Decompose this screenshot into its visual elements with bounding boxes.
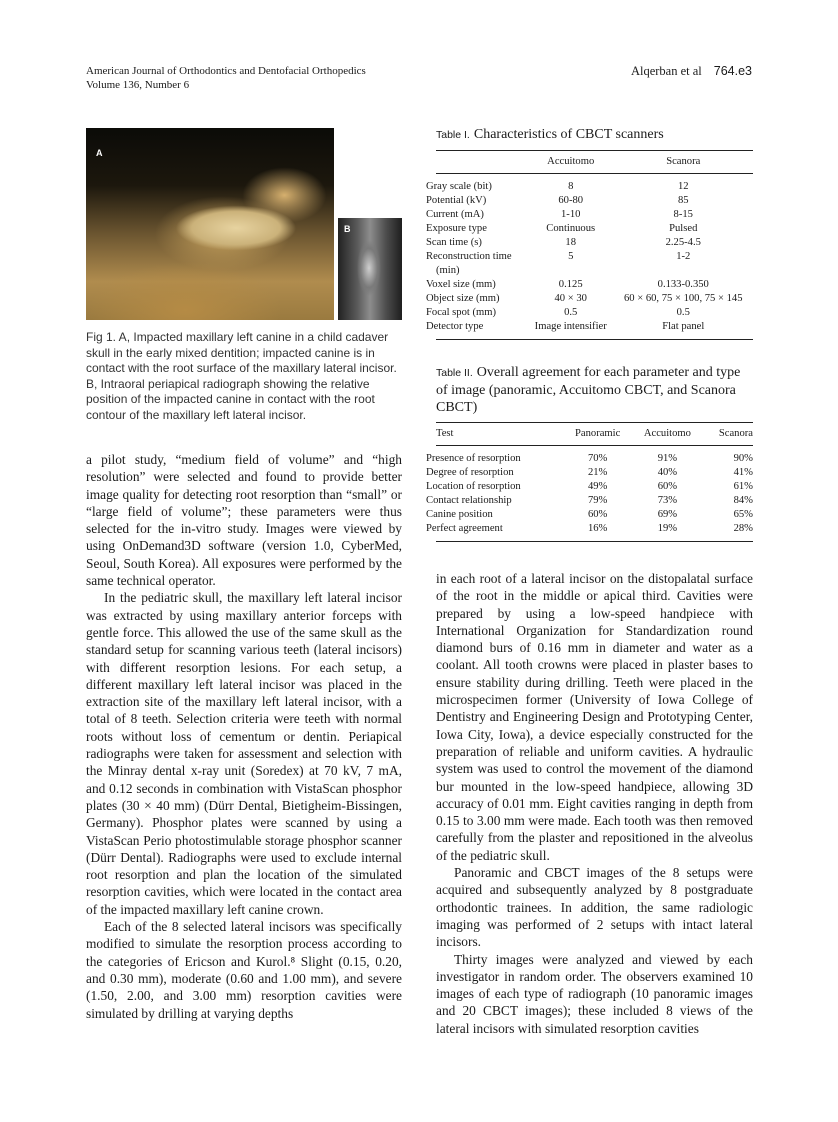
running-header-journal [86,64,366,92]
column-header: Panoramic [563,423,633,446]
table-header-row [436,151,753,174]
table-cell: 84% [733,495,753,506]
figure-1 [86,128,402,320]
table-cell: 60-80 [558,195,584,206]
table-1-caption [436,126,753,144]
table-cell: 60 × 60, 75 × 100, 75 × 145 [623,293,743,304]
table-cell: Degree of resorption [426,467,514,478]
page-number: 764.e3 [713,64,752,78]
body-column-right [436,570,753,1037]
table-row [436,466,753,480]
table-cell: 41% [733,467,753,478]
table-cell: Continuous [546,223,596,234]
column-header: Scanora [614,151,754,174]
table-cell: Potential (kV) [426,195,487,206]
table-row [436,522,753,542]
table-row [436,508,753,522]
table-cell: Contact relationship [426,495,512,506]
table-cell: Focal spot (mm) [426,307,497,318]
table-cell: Presence of resorption [426,453,521,464]
table-cell: Image intensifier [528,320,614,340]
table-1-title: Characteristics of CBCT scanners [473,127,664,142]
table-cell: Perfect agreement [436,522,563,542]
table-cell: 90% [733,453,753,464]
table-cell: 19% [633,522,703,542]
panel-label-b: B [344,224,351,234]
table-cell: 0.125 [558,279,583,290]
table-cell: Current (mA) [426,209,484,220]
column-header: Accuitomo [633,423,703,446]
table-cell: 21% [587,467,608,478]
table-header-row [436,423,753,446]
table-row [436,194,753,208]
table-row [436,236,753,250]
running-header-page [631,64,752,79]
paragraph: Panoramic and CBCT images of the 8 setups were acquired and subsequently analyzed by 8 postgraduate orthodontic trainees. In addition, the same radiologic imaging was performed of 2 setups with intact lateral incisors. [436,865,753,950]
table-cell: 40 × 30 [554,293,587,304]
table-cell: Pulsed [669,223,698,234]
table-row [436,292,753,306]
table-cell: 0.133-0.350 [657,279,709,290]
table-cell: Voxel size (mm) [426,279,496,290]
table-row [436,480,753,494]
table-cell: 1-2 [676,251,691,262]
table-cell: 12 [677,181,689,192]
table-cell: 18 [565,237,576,248]
table-row [436,320,753,340]
paragraph: Each of the 8 selected lateral incisors was specifically modified to simulate the resorption process according to the categories of Ericson and Kurol.⁸ Slight (0.15, 0.20, and 0.30 mm), moderate (0.60 and 1.00 mm), and severe (1.50, 2.00, and 3.00 mm) resorption cavities were simulated by drilling at varying depths [86,919,402,1021]
table-cell: Flat panel [614,320,754,340]
table-cell: 65% [733,509,753,520]
periapical-radiograph [338,218,402,320]
panel-label-a: A [96,148,103,158]
table-cell: Location of resorption [426,481,521,492]
table-cell: Scan time (s) [426,237,482,248]
table-row [436,278,753,292]
table-2 [426,364,753,542]
paragraph: Thirty images were analyzed and viewed by each investigator in random order. The observers examined 10 images of each type of radiograph (10 panoramic images and 20 CBCT images); these included 8 views of the lateral incisors with simulated resorption cavities [436,951,753,1036]
table-cell: 40% [657,467,678,478]
table-2-label: Table II. [436,367,473,379]
journal-volume: Volume 136, Number 6 [86,79,190,91]
table-cell: 79% [587,495,608,506]
table-cell: 8 [568,181,574,192]
table-cell: 8-15 [673,209,693,220]
table-cell: 60% [657,481,678,492]
table-1 [426,126,753,340]
column-header: Accuitomo [528,151,614,174]
table-cell: 5 [568,251,574,262]
paragraph: In the pediatric skull, the maxillary left lateral incisor was extracted by using maxillary anterior forceps with gentle force. This allowed the use of the same skull as the standard setup for scanning various teeth (lateral incisors) with different resorption lesions. For each setup, a different maxillary left lateral incisor was placed in the extraction site of the maxillary left lateral incisor, with a total of 8 teeth. Selection criteria were teeth with normal roots without loss of cementum or dentin. Periapical radiographs were taken for assessment and selection with the Minray dental x-ray unit (Soredex) at 70 kV, 7 mA, and 0.12 seconds in combination with VistaScan phosphor plates (30 × 40 mm) (Dürr Dental, Bietigheim-Bissingen, Germany). Phosphor plates were scanned by using a VistaScan Perio photostimulable storage phosphor scanner (Dürr Dental). Radiographs were used to exclude internal root resorption and plan the location of the simulated resorption cavities, which were located in the contact area of the impacted maxillary left canine crown. [86,590,402,917]
table-cell: 0.5 [564,307,578,318]
table-cell: 69% [657,509,678,520]
column-header: Scanora [702,423,753,446]
table-cell: Gray scale (bit) [426,181,492,192]
journal-name: American Journal of Orthodontics and Dentofacial Orthopedics [86,65,366,77]
skull-photo [86,128,334,320]
table-cell: 70% [587,453,608,464]
table-cell: 2.25-4.5 [665,237,701,248]
table-cell: Exposure type [426,223,487,234]
table-cell: 60% [587,509,608,520]
table-2-caption [436,364,753,416]
table-cell: Reconstruction time (min) [426,251,512,276]
table-row [436,494,753,508]
table-cell: 91% [657,453,678,464]
table-cell: 61% [733,481,753,492]
table-row [436,174,753,195]
table-cell: 1-10 [561,209,581,220]
body-column-left [86,451,402,1022]
column-header: Test [436,423,563,446]
authors: Alqerban et al [630,64,702,78]
table-row [436,446,753,467]
table-cell: 73% [657,495,678,506]
table-row [436,208,753,222]
table-cell: 28% [702,522,753,542]
table-cell: 49% [587,481,608,492]
paragraph: in each root of a lateral incisor on the distopalatal surface of the root in the middle or apical third. Cavities were prepared by using a low-speed handpiece with International Organization for Standardization round diamond burs of 0.16 mm in diameter and water as a coolant. All tooth crowns were placed in plaster bases to ensure stability during drilling. Teeth were placed in the microspecimen former (University of Iowa College of Dentistry and Engineering Design and Prototyping Center, Iowa City, Iowa), a device especially constructed for the preparation of reliable and uniform cavities. A hydraulic system was used to control the movement of the diamond bur mounted in the low-speed handpiece, allowing 3D accuracy of 0.01 mm. Eight cavities ranging in depth from 0.15 to 3.00 mm were made. Each tooth was then removed carefully from the plaster and repositioned in the alveolus of the pediatric skull. [436,571,753,863]
table-cell: 16% [563,522,633,542]
table-row [436,306,753,320]
column-header [436,151,528,174]
table-cell: Object size (mm) [426,293,500,304]
table-row [436,222,753,236]
table-cell: 85 [677,195,689,206]
table-1-label: Table I. [436,129,470,141]
table-2-title: Overall agreement for each parameter and type of image (panoramic, Accuitomo CBCT, and Scanora CBCT) [436,365,741,415]
table-cell: Detector type [436,320,528,340]
table-cell: 0.5 [676,307,690,318]
figure-caption: Fig 1. A, Impacted maxillary left canine in a child cadaver skull in the early mixed dentition; impacted canine is in contact with the root surface of the maxillary lateral incisor. B, Intraoral periapical radiograph showing the relative position of the impacted canine in contact with the root contour of the maxillary left lateral incisor. [86,330,397,422]
paragraph: a pilot study, “medium field of volume” and “high resolution” were selected and found to provide better image quality for detecting root resorption than “small” or “large field of volume”; these parameters were thus selected for the in-vitro study. Images were viewed by using OnDemand3D software (version 1.0, CyberMed, Seoul, South Korea). All exposures were performed by the same technical operator. [86,452,402,589]
table-row [436,250,753,278]
table-cell: Canine position [426,509,493,520]
